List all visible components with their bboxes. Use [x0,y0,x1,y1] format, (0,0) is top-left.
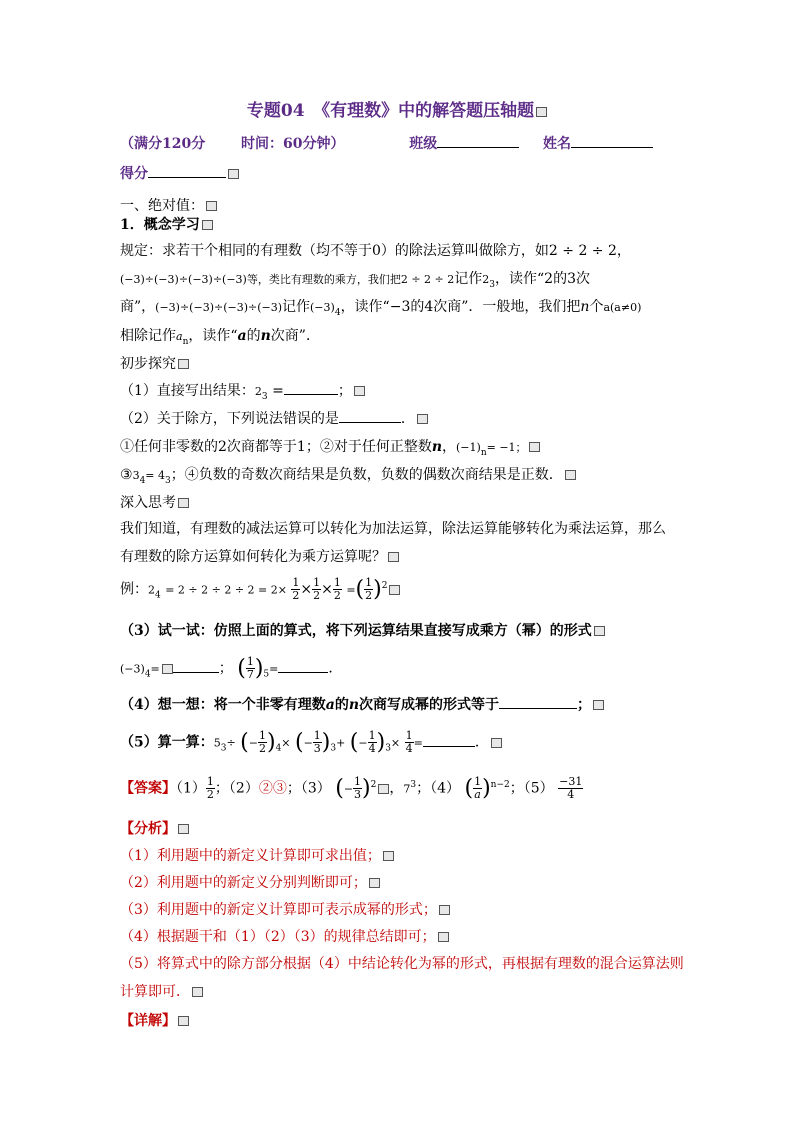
anchor-icon [417,414,428,424]
rule-line-1: 规定：求若干个相同的有理数（均不等于0）的除法运算叫做除方，如2 ÷ 2 ÷ 2， [120,243,631,259]
fraction: $\frac{1}{3}$ [313,729,321,755]
answer-blank-3b[interactable] [278,658,328,673]
part-2: （2）关于除方，下列说法错误的是 ． [120,408,428,428]
score-blank[interactable] [148,163,226,178]
anchor-icon [206,201,217,211]
anchor-icon [593,700,604,710]
fraction: $\frac{1}{2}$ [292,576,300,602]
example-formula: 例：$2_4 = 2 \div 2 \div 2 \div 2 = 2\times$ $\frac{1}{2}$ × $\frac{1}{2}$ × $\frac{1}{2}$ =( $\frac{1}{2}$ )$^2$ [120,577,400,602]
part-1: （1）直接写出结果：$2_3$ = ； [120,380,365,402]
fraction: $\frac{1}{2}$ [258,729,266,755]
anchor-icon [192,987,203,997]
anchor-icon [438,932,449,942]
anchor-icon [178,359,189,369]
anchor-icon [162,664,173,674]
fraction: $\frac{1}{4}$ [405,729,413,755]
anchor-icon [178,824,189,834]
fraction: $\frac{-31}{4}$ [559,775,583,801]
part-5: （5）算一算：$5_3\div$ (− $\frac{1}{2}$ )$_4\times$ (− $\frac{1}{3}$ )$_3+$ (− $\frac{1}{4}$ )$_3\times$ $\frac{1}{4}$ = ． [120,730,502,755]
time-limit: 时间：60分钟） [240,136,345,152]
part-4: （4）想一想：将一个非零有理数a的n次商写成幂的形式等于 ； [120,694,604,714]
fraction: $\frac{1}{2}$ [313,576,321,602]
analysis-5a: （5）将算式中的除方部分根据（4）中结论转化为幂的形式，再根据有理数的混合运算法则 [120,956,684,972]
anchor-icon [439,905,450,915]
deep-line-2: 有理数的除方运算如何转化为乘方运算呢？ [120,546,399,566]
detail-label: 【详解】 [120,1010,189,1030]
anchor-icon [228,169,239,179]
fraction: $\frac{1}{2}$ [365,576,373,602]
anchor-icon [178,1016,189,1026]
class-blank[interactable] [437,133,519,148]
analysis-4: （4）根据题干和（1）（2）（3）的规律总结即可； [120,926,449,946]
deep-heading: 深入思考 [120,492,189,512]
answer-label: 【答案】 [120,780,176,797]
option-line-1: ①任何非零数的2次商都等于1；②对于任何正整数n，$(-1)_n= -1$； [120,436,540,458]
option-line-2: $③3_4= 4_3$；④负数的奇数次商结果是负数，负数的偶数次商结果是正数． [120,464,576,486]
anchor-icon [491,738,502,748]
anchor-icon [594,626,605,636]
anchor-icon [389,585,400,595]
section-heading: 一、绝对值： [120,195,217,215]
rule-line-2: (−3)÷(−3)÷(−3)÷(−3)等，类比有理数的乘方，我们把2 ÷ 2 ÷ 2记作$2_3$，读作“2的3次 [120,271,590,290]
answer-blank-3a[interactable] [173,658,219,673]
fraction: $\frac{1}{7}$ [246,655,254,681]
analysis-5b: 计算即可． [120,981,203,1001]
fraction: $\frac{1}{4}$ [368,729,376,755]
rule-line-4: 相除记作$a_n$，读作“a的n次商”． [120,328,320,347]
anchor-icon [529,442,540,452]
exam-meta [120,133,653,153]
answer-blank-1[interactable] [284,380,338,395]
anchor-icon [565,470,576,480]
part-3-blanks: $(-3)_4=$ ； ( $\frac{1}{7}$ )$_5=$ ． [120,655,343,681]
fraction: $\frac{1}{a}$ [474,775,482,801]
fraction: $\frac{1}{2}$ [206,775,214,801]
answer-blank-2[interactable] [339,408,401,423]
answer-row: 【答案】（1） $\frac{1}{2}$ ；（2）②③；（3） (− $\frac{1}{3}$ )$^2$ ，$7^3$；（4） ( $\frac{1}{a}$ )$^{n-2}$；（5） $\frac{-31}{4}$ [120,775,583,801]
answer-blank-4[interactable] [499,694,577,709]
score-label: 得分 [120,166,148,182]
score-row [120,163,239,183]
explore-heading: 初步探究 [120,353,189,373]
anchor-icon [383,851,394,861]
question-heading: 1．概念学习 [120,214,213,234]
name-label: 姓名 [542,136,571,152]
fraction: $\frac{1}{3}$ [354,775,362,801]
page-title: 专题04 《有理数》中的解答题压轴题 [0,96,794,121]
anchor-icon [178,498,189,508]
class-label: 班级 [409,136,438,152]
anchor-icon [536,107,547,117]
anchor-icon [369,878,380,888]
analysis-2: （2）利用题中的新定义分别判断即可； [120,872,380,892]
analysis-label: 【分析】 [120,818,189,838]
anchor-icon [388,552,399,562]
part-3: （3）试一试：仿照上面的算式，将下列运算结果直接写成乘方（幂）的形式 [120,620,605,640]
anchor-icon [378,784,389,794]
anchor-icon [354,386,365,396]
fraction: $\frac{1}{2}$ [333,576,341,602]
full-score: （满分120分 [120,136,206,152]
analysis-1: （1）利用题中的新定义计算即可求出值； [120,845,394,865]
rule-line-3: 商”，(−3)÷(−3)÷(−3)÷(−3)记作$(-3)_4$，读作“−3的4次商”．一般地，我们把n个a(a≠0) [120,299,642,318]
answer-blank-5[interactable] [423,732,475,747]
anchor-icon [202,220,213,230]
deep-line-1: 我们知道，有理数的减法运算可以转化为加法运算，除法运算能够转化为乘法运算，那么 [120,521,666,537]
analysis-3: （3）利用题中的新定义计算即可表示成幂的形式； [120,899,450,919]
name-blank[interactable] [571,133,653,148]
